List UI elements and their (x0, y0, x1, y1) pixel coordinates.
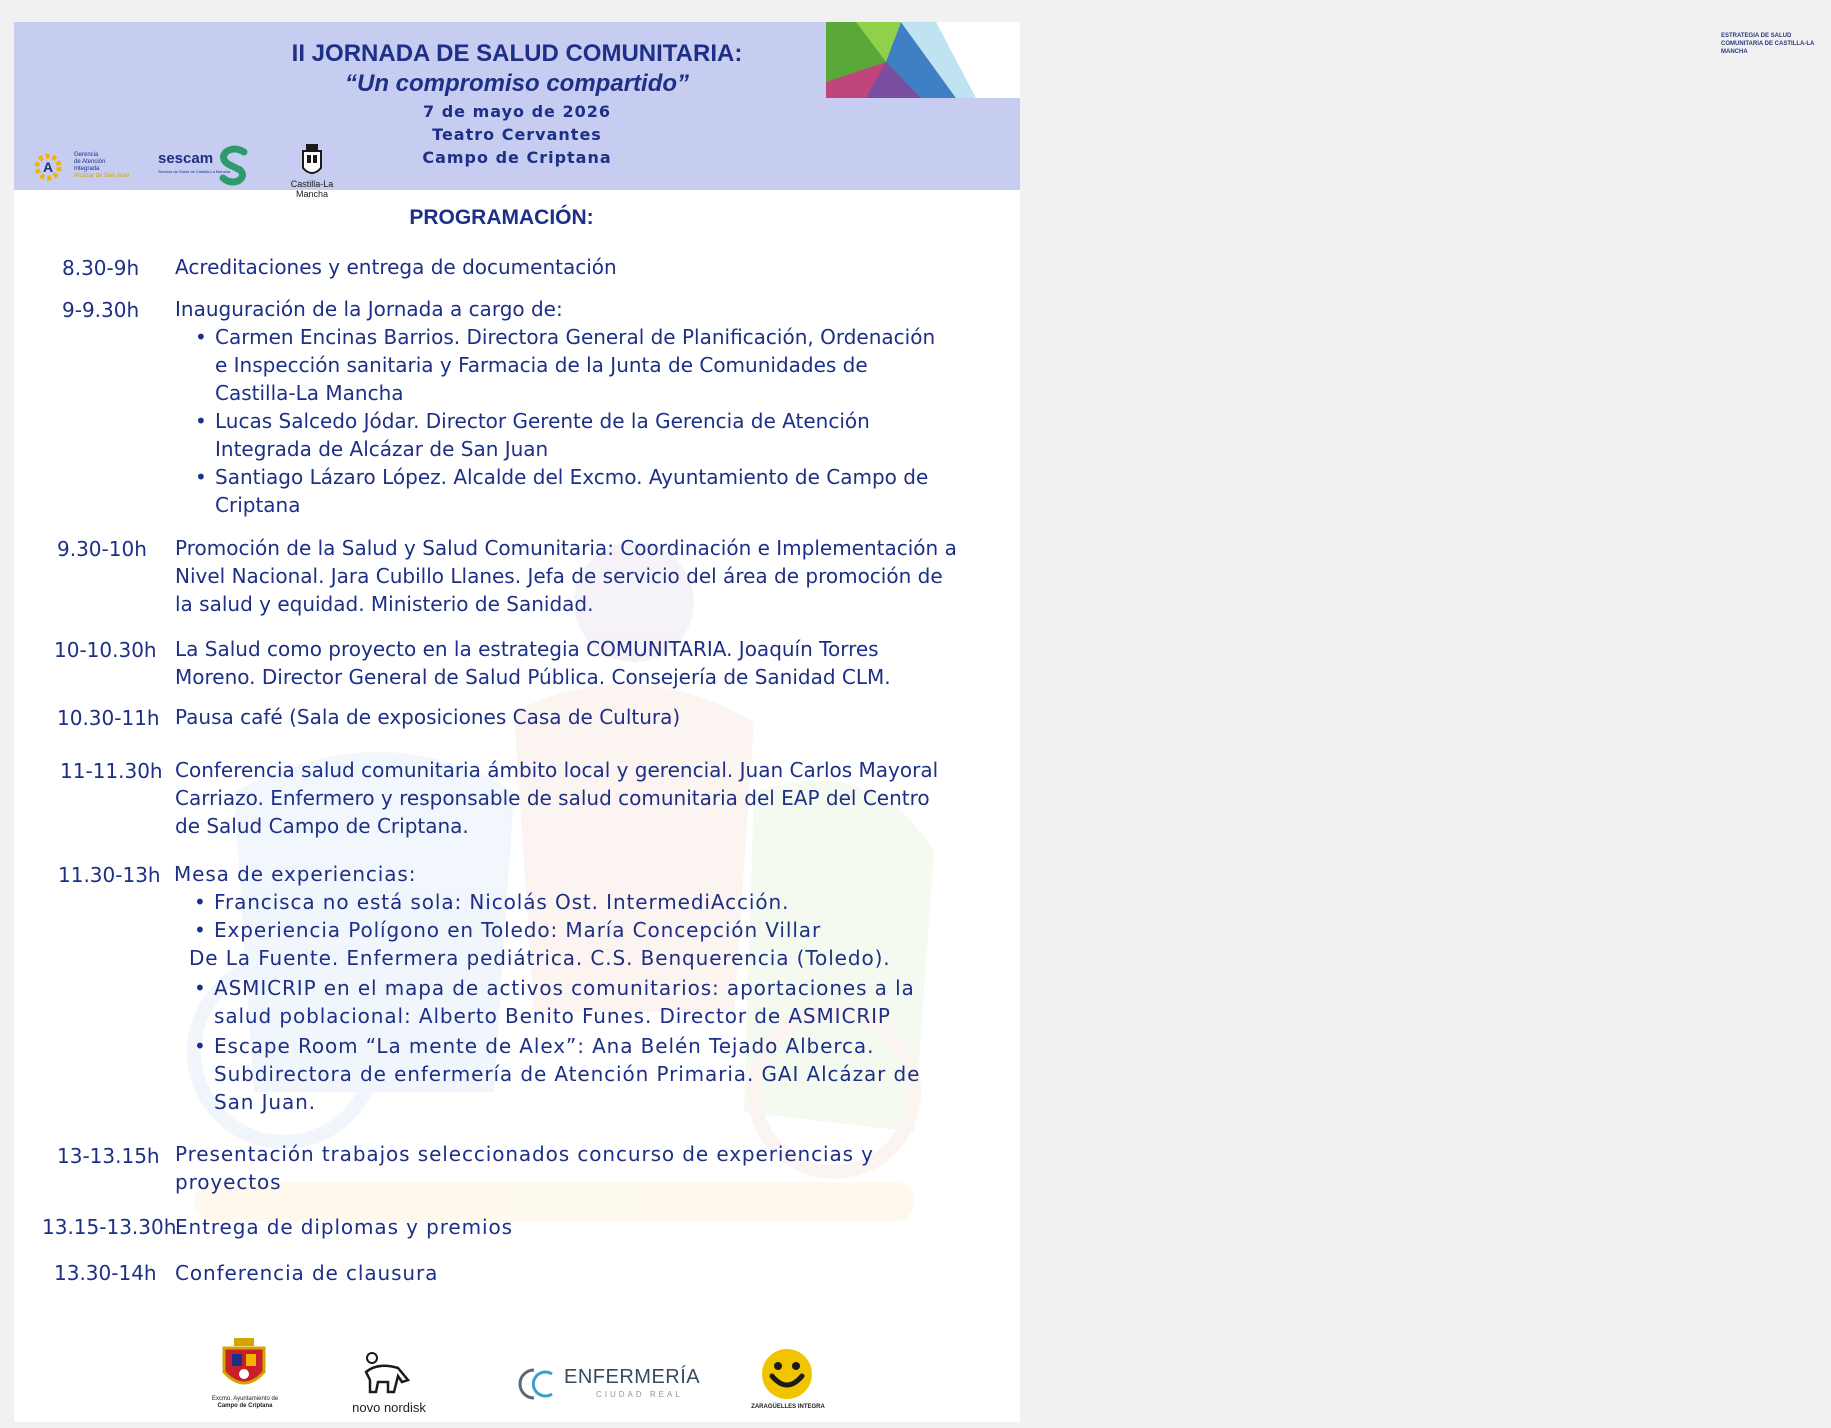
experience-bullet: • Escape Room “La mente de Alex”: Ana Belén Tejado Alberca. Subdirectora de enfermería de Atención Primaria. GAI Alcázar de San Juan. (214, 1032, 920, 1116)
sescam-s-icon (218, 146, 250, 186)
program-item: Inauguración de la Jornada a cargo de: (175, 297, 563, 321)
program-item: Acreditaciones y entrega de documentación (175, 255, 617, 279)
gai-logo: A Gerencia de Atención Integrada Alcázar de San Juan (30, 149, 140, 185)
sescam-logo: sescam Servicio de Salud de Castilla-La Mancha (158, 146, 252, 186)
program-item: Conferencia salud comunitaria ámbito local y gerencial. Juan Carlos Mayoral Carriazo. Enfermero y responsable de salud comunitaria del EAP del Centro de Salud Campo de Criptana. (175, 758, 939, 838)
apis-bull-icon (358, 1352, 418, 1400)
time-slot: 10.30-11h (57, 706, 160, 730)
clm-shield-icon (302, 144, 322, 178)
event-date: 7 de mayo de 2026 (423, 102, 611, 121)
time-slot: 13.15-13.30h (42, 1215, 177, 1239)
coat-of-arms-icon (222, 1338, 266, 1394)
experience-continuation: De La Fuente. Enfermera pediátrica. C.S. Benquerencia (Toledo). (189, 946, 891, 970)
speaker-bullet: • Santiago Lázaro López. Alcalde del Excmo. Ayuntamiento de Campo de Criptana (215, 463, 928, 519)
experience-bullet: • Francisca no está sola: Nicolás Ost. IntermediAcción. (214, 888, 789, 916)
event-venue: Teatro Cervantes (432, 125, 602, 144)
gai-sun-icon (30, 149, 70, 185)
speaker-bullet: • Lucas Salcedo Jódar. Director Gerente de la Gerencia de Atención Integrada de Alcázar de San Juan (215, 407, 870, 463)
program-item: Conferencia de clausura (175, 1261, 439, 1285)
header-banner (14, 22, 1815, 199)
program-item: Presentación trabajos seleccionados concurso de experiencias y proyectos (175, 1142, 874, 1194)
event-town: Campo de Criptana (422, 148, 612, 167)
enfermeria-logo: ENFERMERÍA CIUDAD REAL (514, 1362, 684, 1406)
time-slot: 10-10.30h (54, 638, 157, 662)
event-title: II JORNADA DE SALUD COMUNITARIA: (291, 40, 743, 67)
novo-nordisk-logo: novo nordisk (344, 1352, 434, 1416)
zaraguelles-logo: ZARAGÜELLES INTEGRA (744, 1348, 834, 1418)
time-slot: 11.30-13h (58, 863, 161, 887)
program-item: Promoción de la Salud y Salud Comunitaria: Coordinación e Implementación a Nivel Nacional. Jara Cubillo Llanes. Jefa de servicio del área de promoción de la salud y equidad. Ministerio de Sanidad. (175, 536, 957, 616)
ayuntamiento-logo: Excmo. Ayuntamiento de Campo de Criptana (210, 1338, 280, 1416)
experience-bullet: • ASMICRIP en el mapa de activos comunitarios: aportaciones a la salud poblacional: Alberto Benito Funes. Director de ASMICRIP (214, 974, 915, 1030)
ec-monogram-icon (514, 1364, 556, 1404)
time-slot: 13-13.15h (57, 1144, 160, 1168)
svg-text:A: A (42, 159, 54, 175)
event-subtitle: “Un compromiso compartido” (344, 70, 690, 97)
time-slot: 11-11.30h (60, 759, 163, 783)
program-item: Mesa de experiencias: (174, 862, 417, 886)
program-title: PROGRAMACIÓN: (409, 206, 594, 229)
time-slot: 8.30-9h (62, 256, 140, 280)
speaker-bullet: • Carmen Encinas Barrios. Directora General de Planificación, Ordenación e Inspección sanitaria y Farmacia de la Junta de Comunidades de Castilla-La Mancha (215, 323, 935, 407)
strategy-logo-text: ESTRATEGIA DE SALUD COMUNITARIA DE CASTILLA-LA MANCHA (1721, 33, 1815, 55)
experience-bullet: • Experiencia Polígono en Toledo: María Concepción Villar (214, 916, 821, 944)
program-item: La Salud como proyecto en la estrategia COMUNITARIA. Joaquín Torres Moreno. Director General de Salud Pública. Consejería de Sanidad CLM. (175, 637, 891, 689)
time-slot: 9.30-10h (57, 537, 147, 561)
clm-logo: Castilla-La Mancha (274, 142, 354, 190)
program-sheet (14, 22, 1815, 1422)
time-slot: 9-9.30h (62, 298, 140, 322)
program-item: Entrega de diplomas y premios (175, 1215, 513, 1239)
strategy-logo (826, 22, 1815, 98)
program-item: Pausa café (Sala de exposiciones Casa de Cultura) (175, 705, 681, 729)
smiley-icon (760, 1348, 814, 1400)
time-slot: 13.30-14h (54, 1261, 157, 1285)
